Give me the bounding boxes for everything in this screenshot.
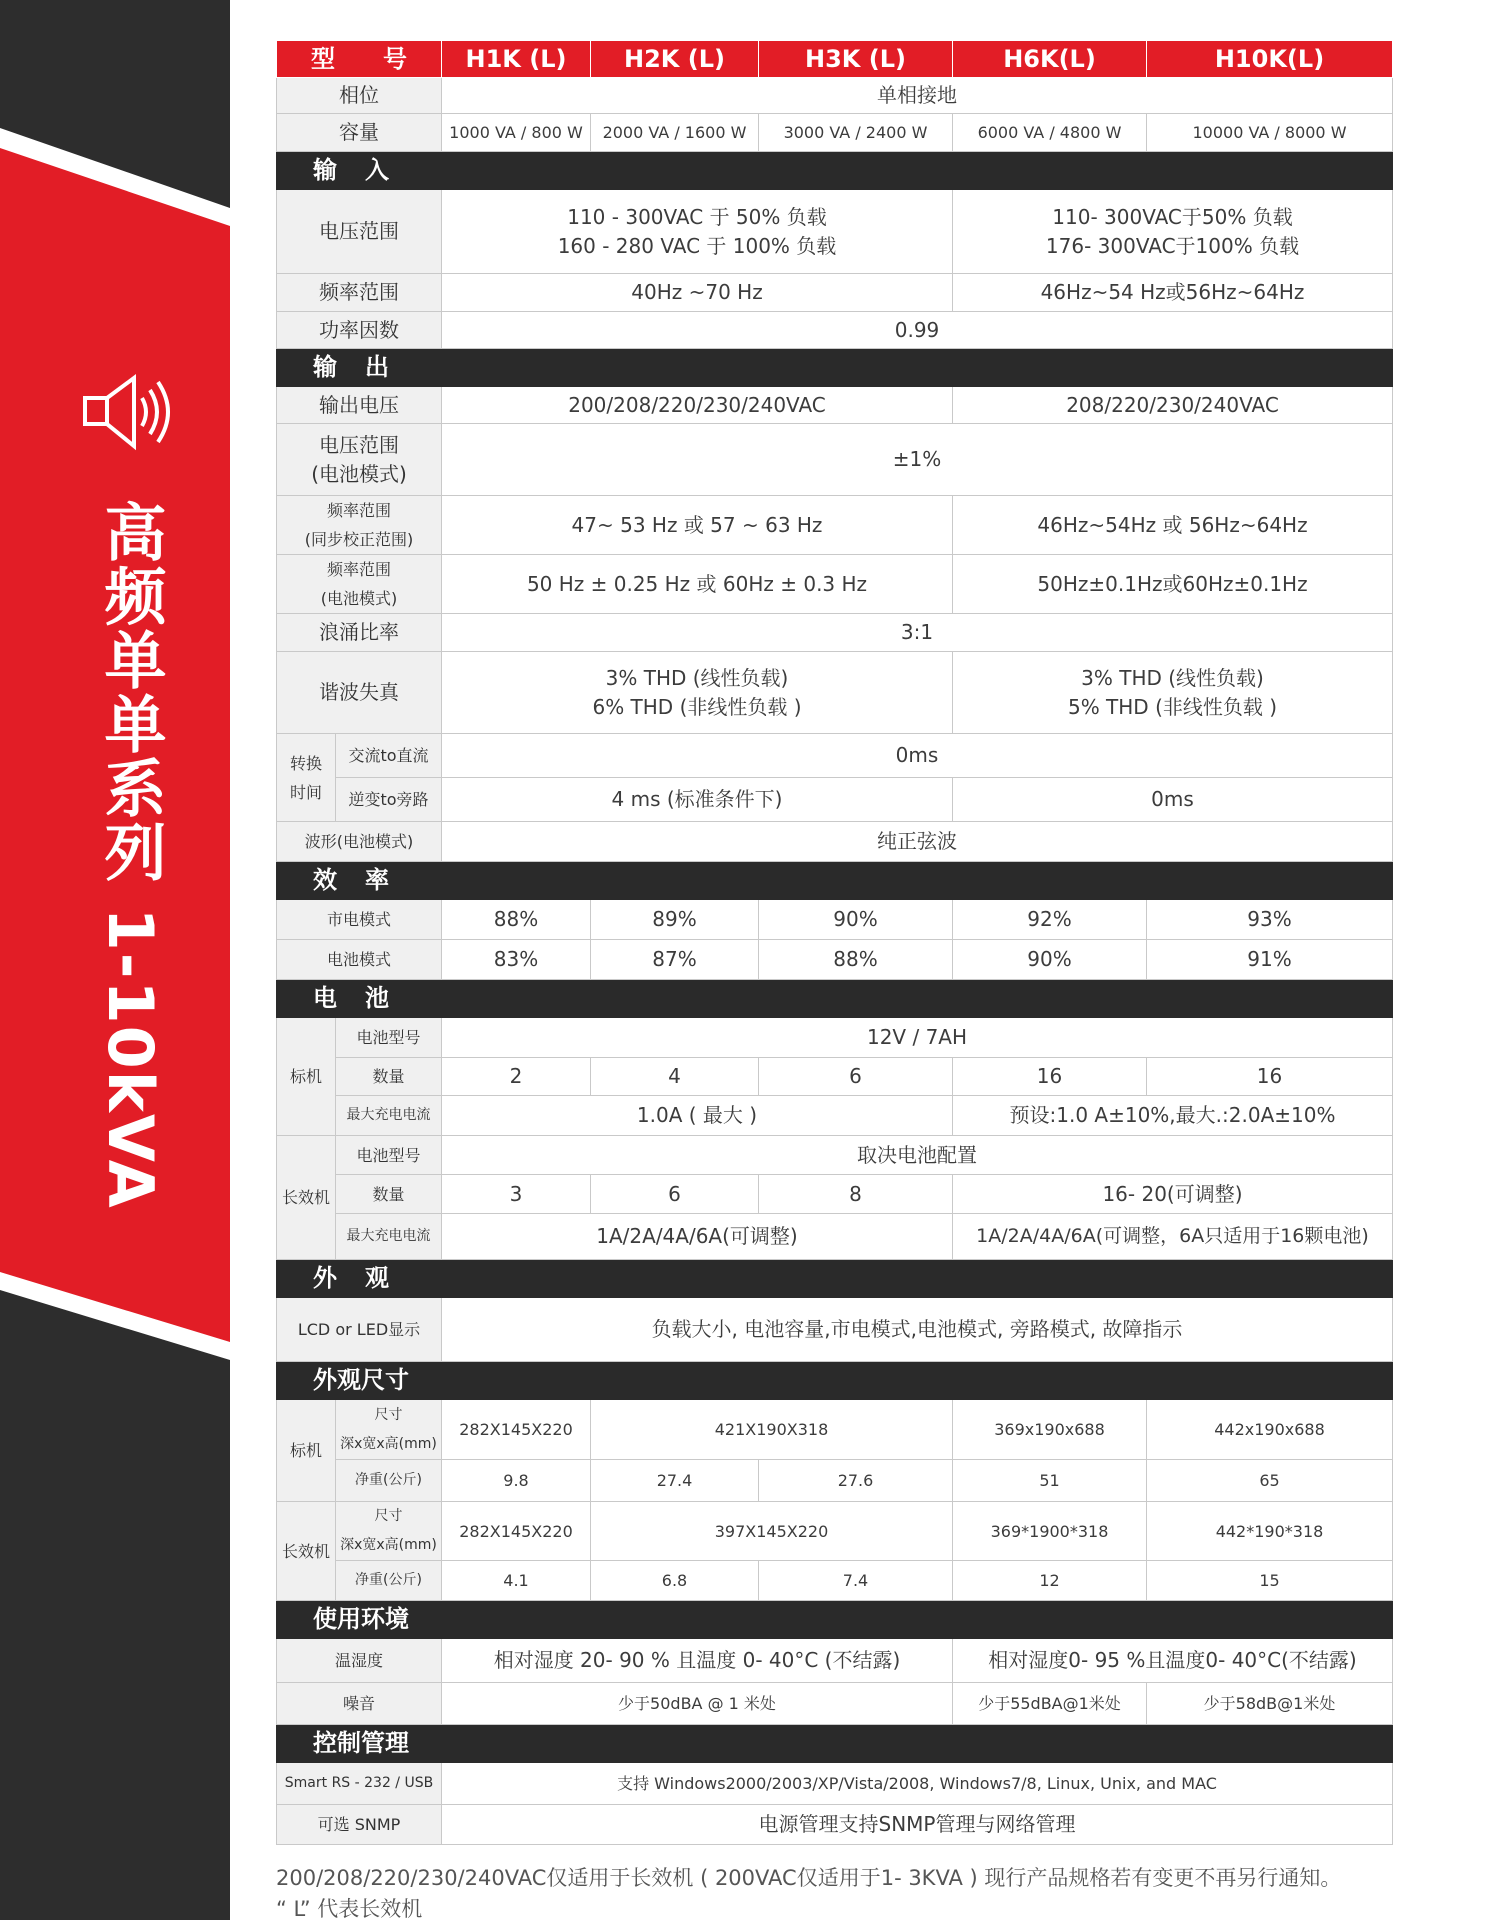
dim-size: 397X145X220 — [591, 1502, 953, 1561]
dim-weight-label: 净重(公斤) — [336, 1561, 442, 1601]
phase-row — [277, 78, 1393, 114]
capacity-row — [277, 114, 1393, 152]
label-line: 转换 — [289, 753, 322, 773]
bat-qty: 6 — [591, 1175, 759, 1214]
label-line: 尺寸 — [374, 1508, 403, 1524]
section-title: 控制管理 — [277, 1725, 1393, 1763]
bat-qty: 16 — [953, 1058, 1147, 1096]
label-line: 频率范围 — [326, 501, 391, 520]
humidity-a: 相对湿度 20- 90 % 且温度 0- 40°C (不结露) — [442, 1639, 953, 1683]
bat-type-label: 电池型号 — [336, 1018, 442, 1058]
bat-qty-label: 数量 — [336, 1058, 442, 1096]
label-line: 电压范围 — [319, 432, 399, 457]
power-factor-value: 0.99 — [442, 312, 1393, 349]
capacity-value: 6000 VA / 4800 W — [953, 114, 1147, 152]
humidity-label: 温湿度 — [277, 1639, 442, 1683]
dim-size: 369x190x688 — [953, 1400, 1147, 1460]
thd-b-line: 5% THD (非线性负载 ) — [1067, 694, 1278, 719]
dim-size: 442x190x688 — [1147, 1400, 1393, 1460]
dim-std-weight-row — [277, 1460, 1393, 1502]
input-voltage-a — [442, 190, 953, 274]
phase-value: 单相接地 — [442, 78, 1393, 114]
bat-qty: 4 — [591, 1058, 759, 1096]
section-header-appearance — [277, 1260, 1393, 1298]
dim-std-size-row — [277, 1400, 1393, 1460]
bat-qty: 6 — [759, 1058, 953, 1096]
input-voltage-a-line: 160 - 280 VAC 于 100% 负载 — [557, 233, 837, 258]
crest-ratio-label: 浪涌比率 — [277, 614, 442, 652]
dim-weight: 51 — [953, 1460, 1147, 1502]
smart-label: Smart RS - 232 / USB — [277, 1763, 442, 1805]
eff-value: 87% — [591, 940, 759, 980]
dim-long-size-row — [277, 1502, 1393, 1561]
noise-value: 少于50dBA @ 1 米处 — [442, 1683, 953, 1725]
dim-weight: 6.8 — [591, 1561, 759, 1601]
eff-value: 93% — [1147, 900, 1393, 940]
footnote-line: 200/208/220/230/240VAC仅适用于长效机 ( 200VAC仅适用于1- 3KVA ) 现行产品规格若有变更不再另行通知。 — [276, 1866, 1342, 1890]
snmp-label: 可选 SNMP — [277, 1805, 442, 1845]
eff-value: 88% — [759, 940, 953, 980]
dim-weight: 27.6 — [759, 1460, 953, 1502]
input-freq-b: 46Hz~54 Hz或56Hz~64Hz — [953, 274, 1393, 312]
input-freq-a: 40Hz ~70 Hz — [442, 274, 953, 312]
dim-weight: 9.8 — [442, 1460, 591, 1502]
input-voltage-label: 电压范围 — [277, 190, 442, 274]
freq-battery-label — [277, 555, 442, 614]
crest-ratio-row — [277, 614, 1393, 652]
label-line: (电池模式) — [311, 461, 407, 486]
section-title: 输 出 — [277, 349, 1393, 387]
display-value: 负载大小, 电池容量,市电模式,电池模式, 旁路模式, 故障指示 — [442, 1298, 1393, 1362]
bat-qty: 8 — [759, 1175, 953, 1214]
bat-charge-label: 最大充电电流 — [336, 1096, 442, 1136]
power-factor-row — [277, 312, 1393, 349]
thd-b — [953, 652, 1393, 734]
ac-dc-label: 交流to直流 — [336, 734, 442, 778]
bat-long-charge-a: 1A/2A/4A/6A(可调整) — [442, 1214, 953, 1260]
bat-qty: 16 — [1147, 1058, 1393, 1096]
input-freq-row — [277, 274, 1393, 312]
section-title: 输 入 — [277, 152, 1393, 190]
speaker-icon — [82, 368, 192, 456]
ac-dc-value: 0ms — [442, 734, 1393, 778]
inv-bypass-a: 4 ms (标准条件下) — [442, 778, 953, 822]
freq-sync-a: 47~ 53 Hz 或 57 ~ 63 Hz — [442, 496, 953, 555]
eff-value: 91% — [1147, 940, 1393, 980]
bat-std-qty-row — [277, 1058, 1393, 1096]
waveform-row — [277, 822, 1393, 862]
waveform-value: 纯正弦波 — [442, 822, 1393, 862]
humidity-b: 相对湿度0- 95 %且温度0- 40°C(不结露) — [953, 1639, 1393, 1683]
snmp-value: 电源管理支持SNMP管理与网络管理 — [442, 1805, 1393, 1845]
bat-long-charge-b: 1A/2A/4A/6A(可调整，6A只适用于16颗电池) — [953, 1214, 1393, 1260]
section-header-dimensions — [277, 1362, 1393, 1400]
bat-qty: 3 — [442, 1175, 591, 1214]
model-h3k: H3K (L) — [759, 41, 953, 78]
thd-b-line: 3% THD (线性负载) — [1081, 665, 1264, 690]
capacity-value: 2000 VA / 1600 W — [591, 114, 759, 152]
snmp-row — [277, 1805, 1393, 1845]
bat-std-charge-a: 1.0A ( 最大 ) — [442, 1096, 953, 1136]
capacity-value: 10000 VA / 8000 W — [1147, 114, 1393, 152]
input-voltage-b — [953, 190, 1393, 274]
input-voltage-a-line: 110 - 300VAC 于 50% 负载 — [567, 204, 827, 229]
bat-long-type: 取决电池配置 — [442, 1136, 1393, 1175]
inv-bypass-b: 0ms — [953, 778, 1393, 822]
capacity-value: 3000 VA / 2400 W — [759, 114, 953, 152]
noise-value: 少于55dBA@1米处 — [953, 1683, 1147, 1725]
input-voltage-b-line: 110- 300VAC于50% 负载 — [1052, 204, 1293, 229]
bat-type-label: 电池型号 — [336, 1136, 442, 1175]
bat-std-label: 标机 — [277, 1018, 336, 1136]
bat-qty: 16- 20(可调整) — [953, 1175, 1393, 1214]
dim-long-weight-row — [277, 1561, 1393, 1601]
dim-size: 282X145X220 — [442, 1400, 591, 1460]
freq-battery-b: 50Hz±0.1Hz或60Hz±0.1Hz — [953, 555, 1393, 614]
output-voltage-label: 输出电压 — [277, 387, 442, 424]
dim-weight: 27.4 — [591, 1460, 759, 1502]
dim-size: 369*1900*318 — [953, 1502, 1147, 1561]
voltage-range-label — [277, 424, 442, 496]
dim-weight: 7.4 — [759, 1561, 953, 1601]
dim-weight-label: 净重(公斤) — [336, 1460, 442, 1502]
humidity-row — [277, 1639, 1393, 1683]
dim-weight: 12 — [953, 1561, 1147, 1601]
bat-std-type: 12V / 7AH — [442, 1018, 1393, 1058]
model-label: 型 号 — [277, 41, 442, 78]
thd-a — [442, 652, 953, 734]
dim-std-label: 标机 — [277, 1400, 336, 1502]
bat-std-charge-row — [277, 1096, 1393, 1136]
inv-bypass-label: 逆变to旁路 — [336, 778, 442, 822]
label-line: 深x宽x高(mm) — [340, 1537, 437, 1553]
section-title: 使用环境 — [277, 1601, 1393, 1639]
freq-battery-row — [277, 555, 1393, 614]
output-voltage-b: 208/220/230/240VAC — [953, 387, 1393, 424]
noise-value: 少于58dB@1米处 — [1147, 1683, 1393, 1725]
transfer-inv-row — [277, 778, 1393, 822]
bat-qty-label: 数量 — [336, 1175, 442, 1214]
series-title: 高频单单系列 1-10kVA — [94, 500, 167, 1210]
label-line: 时间 — [289, 782, 322, 802]
model-h2k: H2K (L) — [591, 41, 759, 78]
dim-weight: 4.1 — [442, 1561, 591, 1601]
bat-long-label: 长效机 — [277, 1136, 336, 1260]
eff-value: 89% — [591, 900, 759, 940]
sidebar-banner — [0, 0, 230, 1920]
input-voltage-row — [277, 190, 1393, 274]
section-header-battery — [277, 980, 1393, 1018]
section-title: 外观尺寸 — [277, 1362, 1393, 1400]
label-line: 深x宽x高(mm) — [340, 1435, 437, 1452]
thd-label: 谐波失真 — [277, 652, 442, 734]
dim-size: 442*190*318 — [1147, 1502, 1393, 1561]
dim-size: 282X145X220 — [442, 1502, 591, 1561]
noise-label: 噪音 — [277, 1683, 442, 1725]
section-header-output — [277, 349, 1393, 387]
section-title: 效 率 — [277, 862, 1393, 900]
bat-long-qty-row — [277, 1175, 1393, 1214]
bat-std-charge-b: 预设:1.0 A±10%,最大.:2.0A±10% — [953, 1096, 1393, 1136]
dim-size: 421X190X318 — [591, 1400, 953, 1460]
display-label: LCD or LED显示 — [277, 1298, 442, 1362]
capacity-label: 容量 — [277, 114, 442, 152]
section-header-input — [277, 152, 1393, 190]
transfer-acdc-row — [277, 734, 1393, 778]
power-factor-label: 功率因数 — [277, 312, 442, 349]
thd-a-line: 6% THD (非线性负载 ) — [592, 694, 802, 719]
capacity-value: 1000 VA / 800 W — [442, 114, 591, 152]
bat-long-charge-row — [277, 1214, 1393, 1260]
thd-a-line: 3% THD (线性负载) — [605, 665, 789, 690]
spec-table — [276, 40, 1393, 1845]
dim-size-label — [336, 1502, 442, 1561]
section-title: 外 观 — [277, 1260, 1393, 1298]
model-h10k: H10K(L) — [1147, 41, 1393, 78]
model-h1k: H1K (L) — [442, 41, 591, 78]
dim-weight: 65 — [1147, 1460, 1393, 1502]
voltage-range-value: ±1% — [442, 424, 1393, 496]
eff-value: 88% — [442, 900, 591, 940]
section-header-management — [277, 1725, 1393, 1763]
section-header-environment — [277, 1601, 1393, 1639]
eff-value: 90% — [759, 900, 953, 940]
bat-charge-label: 最大充电电流 — [336, 1214, 442, 1260]
dim-long-label: 长效机 — [277, 1502, 336, 1601]
label-line: 尺寸 — [374, 1406, 403, 1423]
freq-sync-row — [277, 496, 1393, 555]
transfer-time-label — [277, 734, 336, 822]
eff-ac-row — [277, 900, 1393, 940]
eff-ac-label: 市电模式 — [277, 900, 442, 940]
eff-bat-label: 电池模式 — [277, 940, 442, 980]
input-voltage-b-line: 176- 300VAC于100% 负载 — [1045, 233, 1300, 258]
input-freq-label: 频率范围 — [277, 274, 442, 312]
section-header-efficiency — [277, 862, 1393, 900]
output-voltage-a: 200/208/220/230/240VAC — [442, 387, 953, 424]
footnote-line: “ L” 代表长效机 — [276, 1897, 423, 1921]
waveform-label: 波形(电池模式) — [277, 822, 442, 862]
bat-qty: 2 — [442, 1058, 591, 1096]
display-row — [277, 1298, 1393, 1362]
thd-row — [277, 652, 1393, 734]
dim-size-label — [336, 1400, 442, 1460]
bat-std-type-row — [277, 1018, 1393, 1058]
phase-label: 相位 — [277, 78, 442, 114]
crest-ratio-value: 3:1 — [442, 614, 1393, 652]
section-title: 电 池 — [277, 980, 1393, 1018]
noise-row — [277, 1683, 1393, 1725]
voltage-range-row — [277, 424, 1393, 496]
freq-sync-b: 46Hz~54Hz 或 56Hz~64Hz — [953, 496, 1393, 555]
freq-sync-label — [277, 496, 442, 555]
smart-row — [277, 1763, 1393, 1805]
output-voltage-row — [277, 387, 1393, 424]
dim-weight: 15 — [1147, 1561, 1393, 1601]
eff-bat-row — [277, 940, 1393, 980]
smart-value: 支持 Windows2000/2003/XP/Vista/2008, Windows7/8, Linux, Unix, and MAC — [442, 1763, 1393, 1805]
freq-battery-a: 50 Hz ± 0.25 Hz 或 60Hz ± 0.3 Hz — [442, 555, 953, 614]
model-header-row — [277, 41, 1393, 78]
model-h6k: H6K(L) — [953, 41, 1147, 78]
label-line: (同步校正范围) — [304, 530, 414, 549]
eff-value: 92% — [953, 900, 1147, 940]
label-line: (电池模式) — [320, 589, 398, 608]
eff-value: 83% — [442, 940, 591, 980]
bat-long-type-row — [277, 1136, 1393, 1175]
label-line: 频率范围 — [326, 560, 391, 579]
eff-value: 90% — [953, 940, 1147, 980]
